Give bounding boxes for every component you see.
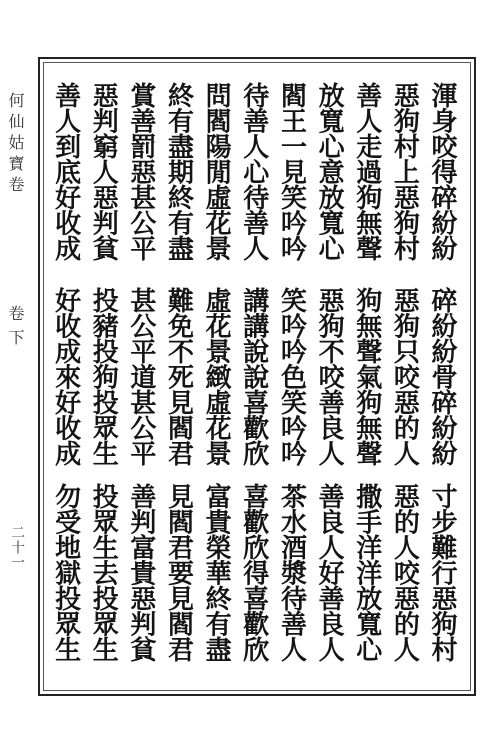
verse-line: 虛花景緻虛花景: [201, 287, 232, 466]
verse-line: 善良人好善良人: [314, 483, 345, 662]
verse-line: 惡判窮人惡判貧: [88, 82, 119, 261]
verse-line: 甚公平道甚公平: [125, 287, 156, 466]
verse-line: 喜歡欣得喜歡欣: [238, 483, 269, 662]
page-number: 二十一: [9, 525, 25, 570]
verse-line: 賞善罰惡甚公平: [125, 82, 156, 261]
verse-line: 放寬心意放寬心: [314, 82, 345, 261]
verse-line: 難免不死見閻君: [163, 287, 194, 466]
verse-line: 講講說說喜歡欣: [238, 287, 269, 466]
volume-label: 卷下: [6, 305, 25, 353]
verse-line: 撒手洋洋放寬心: [351, 483, 382, 662]
verse-line: 好收成來好收成: [50, 287, 81, 466]
verse-line: 投豬投狗投眾生: [88, 287, 119, 466]
verse-line: 渾身咬得碎紛紛: [427, 82, 457, 261]
verse-line: 笑吟吟色笑吟吟: [276, 287, 307, 466]
verse-line: 富貴榮華終有盡: [201, 483, 232, 662]
verse-line: 投眾生去投眾生: [88, 483, 119, 662]
verse-tier-middle: [48, 287, 462, 477]
book-title-margin: 何仙姑寶卷: [6, 92, 25, 197]
verse-line: 惡狗只咬惡的人: [389, 287, 420, 466]
verse-line: 惡狗村上惡狗村: [389, 82, 420, 261]
verse-line: 閻王一見笑吟吟: [276, 82, 307, 261]
verse-tier-bottom: [48, 483, 462, 673]
verse-line: 惡狗不咬善良人: [314, 287, 345, 466]
verse-line: 見閻君要見閻君: [163, 483, 194, 662]
verse-line: 狗無聲氣狗無聲: [351, 287, 382, 466]
verse-tier-top: [48, 82, 462, 272]
verse-line: 勿受地獄投眾生: [50, 483, 81, 662]
verse-line: 問閻陽閒虛花景: [201, 82, 232, 261]
verse-line: 善判富貴惡判貧: [125, 483, 156, 662]
verse-line: 寸步難行惡狗村: [427, 483, 457, 662]
verse-line: 終有盡期終有盡: [163, 82, 194, 261]
verse-line: 茶水酒漿待善人: [276, 483, 307, 662]
verse-line: 惡的人咬惡的人: [389, 483, 420, 662]
verse-line: 善人到底好收成: [50, 82, 81, 261]
verse-line: 碎紛紛骨碎紛紛: [427, 287, 457, 466]
verse-line: 待善人心待善人: [238, 82, 269, 261]
verse-line: 善人走過狗無聲: [351, 82, 382, 261]
